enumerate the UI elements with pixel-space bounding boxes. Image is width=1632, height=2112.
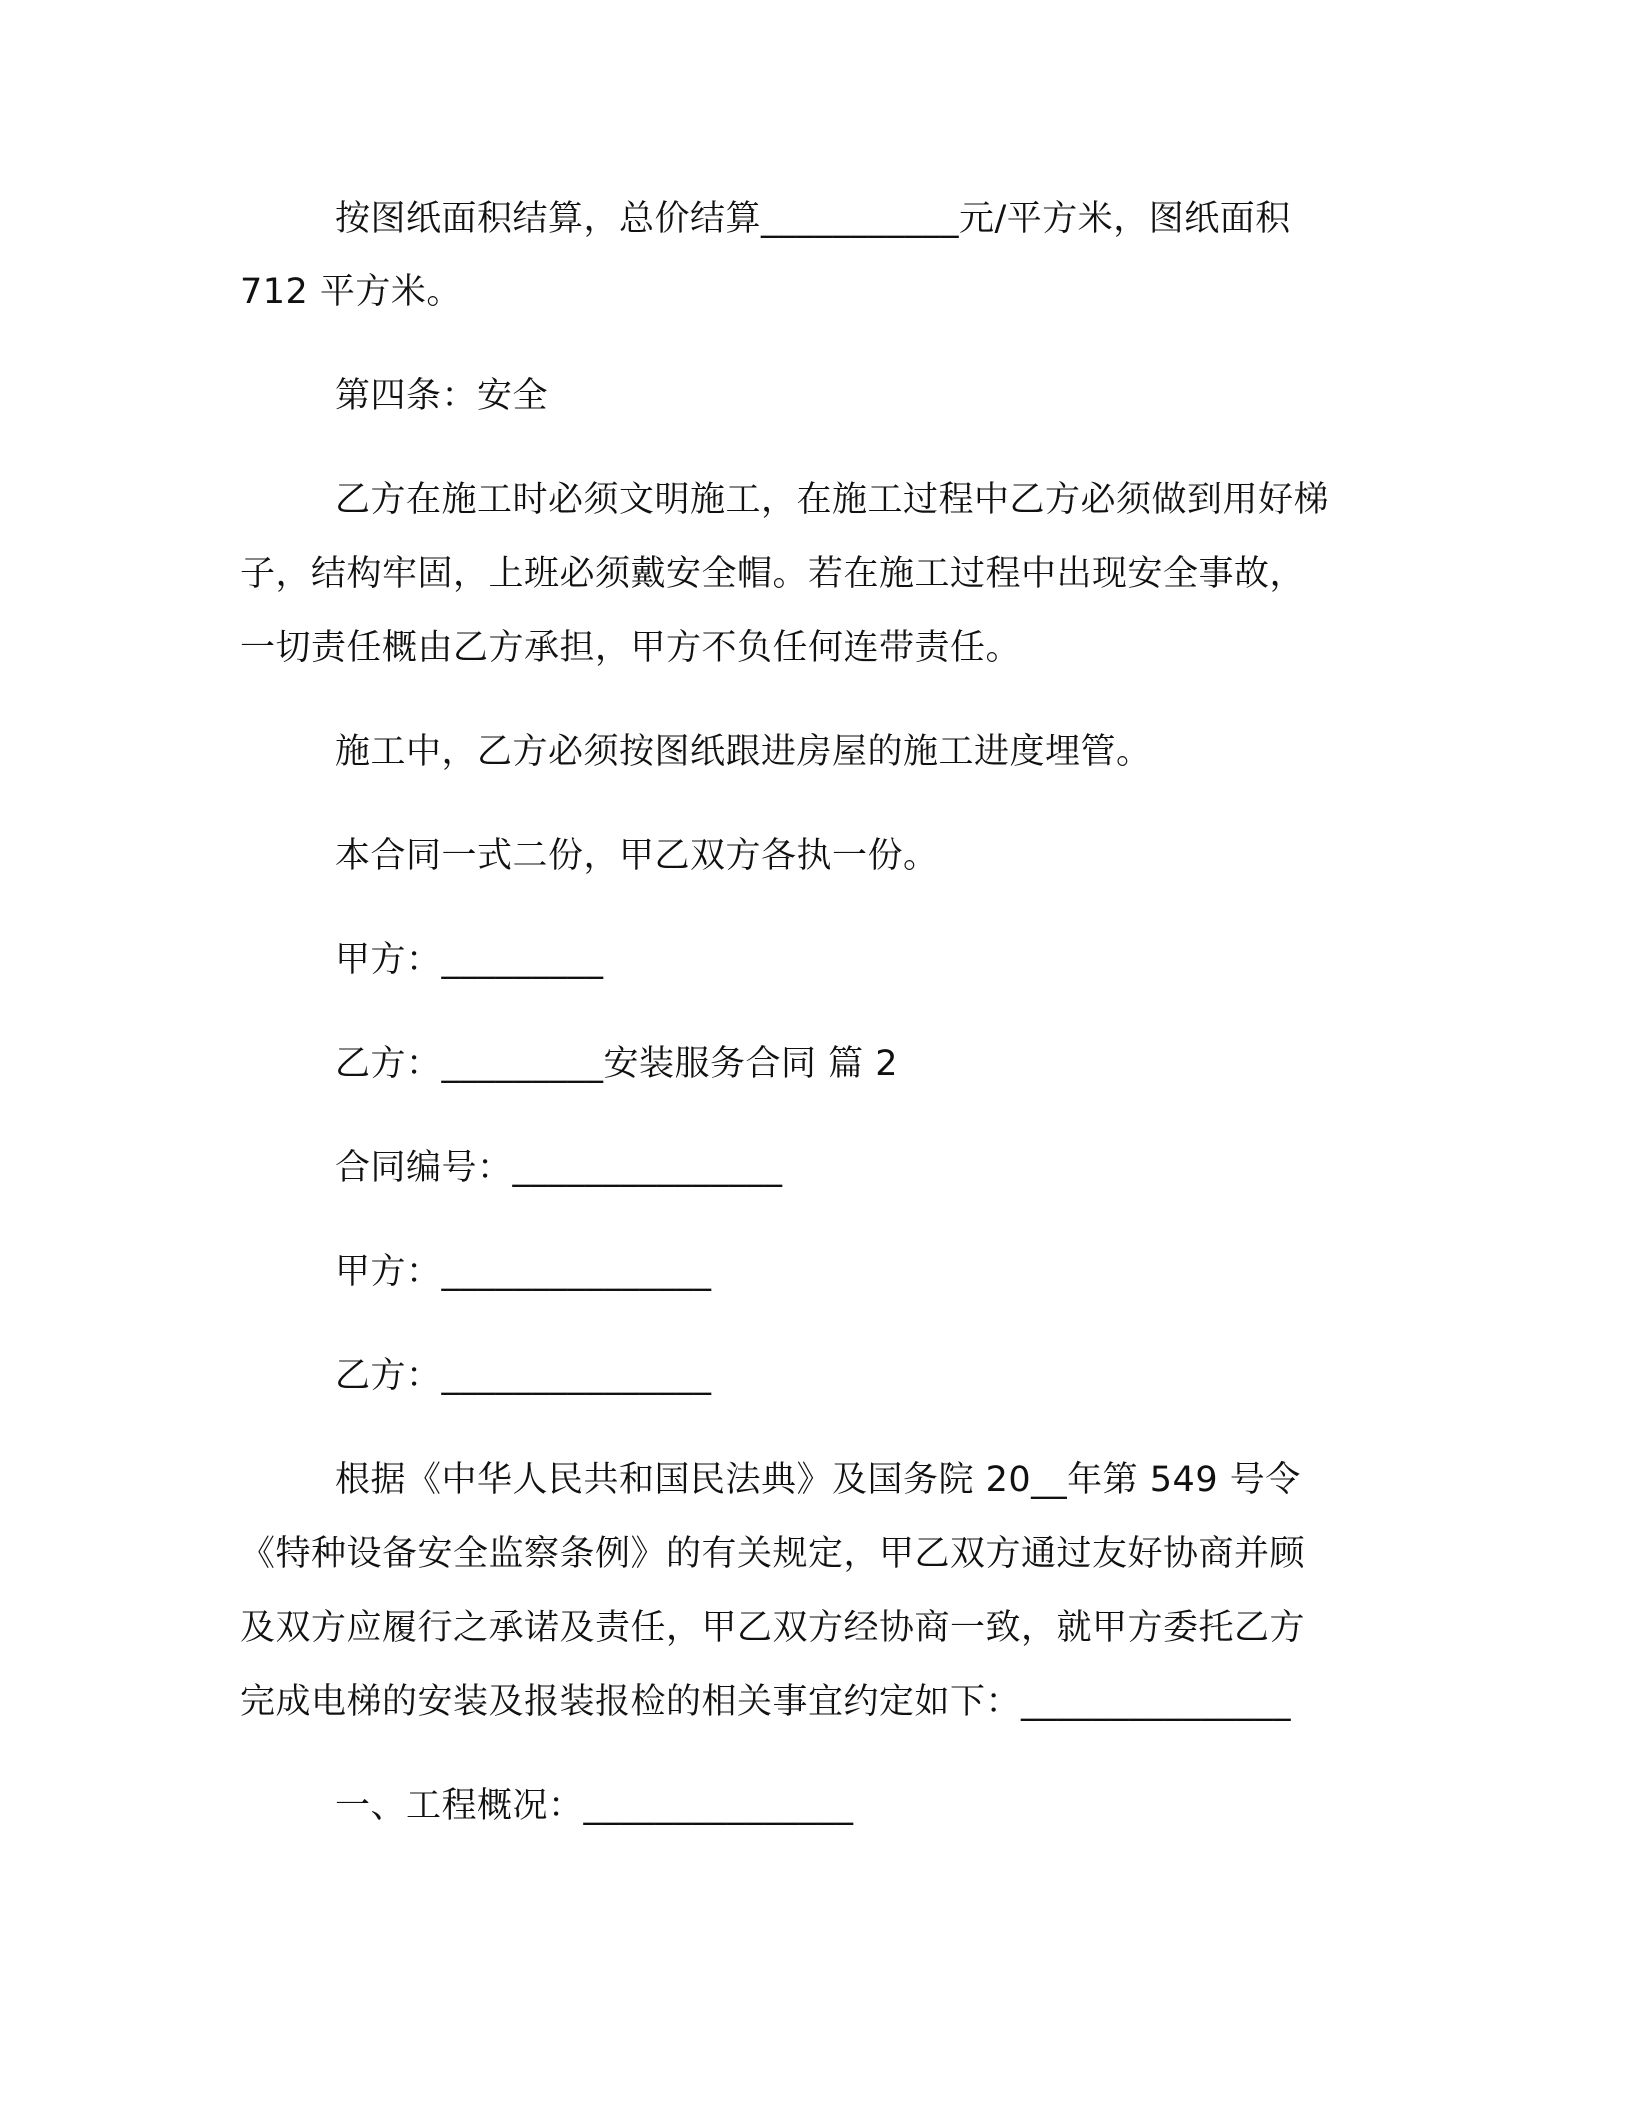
text-line: 本合同一式二份，甲乙双方各执一份。 bbox=[335, 836, 939, 876]
party-a-line: 甲方：_________ bbox=[335, 940, 604, 980]
text-line: 根据《中华人民共和国民法典》及国务院 20__年第 549 号令 bbox=[335, 1460, 1301, 1500]
text-line: 712 平方米。 bbox=[240, 272, 462, 312]
text-line: 及双方应履行之承诺及责任，甲乙双方经协商一致，就甲方委托乙方 bbox=[240, 1608, 1306, 1648]
section-heading: 一、工程概况：_______________ bbox=[335, 1786, 854, 1826]
text-line: 完成电梯的安装及报装报检的相关事宜约定如下：_______________ bbox=[240, 1682, 1292, 1722]
text-line: 子，结构牢固，上班必须戴安全帽。若在施工过程中出现安全事故， bbox=[240, 554, 1306, 594]
party-b-line: 乙方：_______________ bbox=[335, 1356, 712, 1396]
section-heading: 第四条：安全 bbox=[335, 376, 549, 416]
text-line: 一切责任概由乙方承担，甲方不负任何连带责任。 bbox=[240, 628, 1022, 668]
text-line: 《特种设备安全监察条例》的有关规定，甲乙双方通过友好协商并顾 bbox=[240, 1534, 1306, 1574]
text-line: 按图纸面积结算，总价结算___________元/平方米，图纸面积 bbox=[335, 199, 1291, 239]
text-line: 施工中，乙方必须按图纸跟进房屋的施工进度埋管。 bbox=[335, 732, 1152, 772]
party-a-line: 甲方：_______________ bbox=[335, 1252, 712, 1292]
text-line: 乙方在施工时必须文明施工，在施工过程中乙方必须做到用好梯 bbox=[335, 480, 1330, 520]
contract-number-line: 合同编号：_______________ bbox=[335, 1148, 783, 1188]
party-b-line: 乙方：_________安装服务合同 篇 2 bbox=[335, 1044, 899, 1084]
